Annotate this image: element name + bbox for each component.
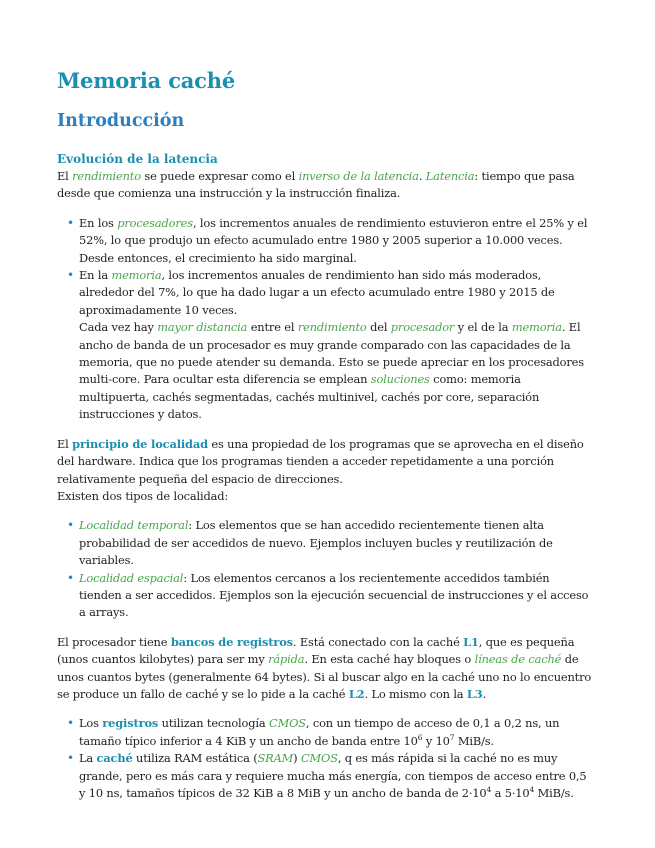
paragraph-cache: El procesador tiene bancos de registros. Está conectado con la caché L1, que es pequeña (unos cuantos kilobytes) para ser my rápida. En esta caché hay bloques o líneas de caché de unos cuantos bytes (generalmente 64 bytes). Si al buscar algo en la caché uno no lo encuentro se produce un fallo de caché y se lo pide a la caché L2. Lo mismo con la L3. [57, 634, 592, 701]
list-item: • Localidad espacial: Los elementos cercanos a los recientemente accedidos también tienden a ser accedidos. Ejemplos son la ejecución secuencial de instrucciones y el acceso a arrays. [79, 570, 593, 622]
list-locality [57, 517, 593, 621]
paragraph-latency: El rendimiento se puede expresar como el inverso de la latencia. Latencia: tiempo que pasa desde que comienza una instrucción y la instrucción finaliza. [57, 169, 575, 201]
list-item: • La caché utiliza RAM estática (SRAM) CMOS, q es más rápida si la caché no es muy grande, pero es más cara y requiere mucha más energía, con tiempos de acceso entre 0,5 y 10 ns, tamaños típicos de 32 KiB a 8 MiB y un ancho de banda de $2\cdot 10^4$ a $5\cdot 10^4$ MiB/s. [79, 750, 593, 802]
paragraph-locality: El principio de localidad es una propiedad de los programas que se aprovecha en el diseño del hardware. Indica que los programas tienden a acceder repetidamente a una porción relativamente pequeña del espacio de direcciones. Existen dos tipos de localidad: [57, 436, 584, 503]
subsection-heading: Evolución de la latencia [57, 152, 218, 166]
section-heading: Introducción [57, 111, 185, 131]
page-title: Memoria caché [57, 68, 236, 93]
list-item: • Localidad temporal: Los elementos que se han accedido recientemente tienen alta probabilidad de ser accedidos de nuevo. Ejemplos incluyen bucles y reutilización de variables. [79, 517, 593, 569]
list-item: • En la memoria, los incrementos anuales de rendimiento han sido más moderados, alrededor del 7%, lo que ha dado lugar a un efecto acumulado entre 1980 y 2015 de aproximadamente 10 veces. Cada vez hay mayor distancia entre el rendimiento del procesador y el de la memoria. El ancho de banda de un procesador es muy grande comparado con las capacidades de la memoria, que no puede atender su demanda. Esto se puede apreciar en los procesadores multi-core. Para ocultar esta diferencia se emplean soluciones como: memoria multipuerta, cachés segmentadas, cachés multinivel, cachés por core, separación instrucciones y datos. [79, 267, 593, 424]
list-evolution [57, 215, 593, 424]
list-item: • Los registros utilizan tecnología CMOS, con un tiempo de acceso de 0,1 a 0,2 ns, un tamaño típico inferior a 4 KiB y un ancho de banda entre $10^6$ y $10^7$ MiB/s. [79, 715, 593, 750]
list-memory-levels [57, 715, 593, 802]
list-item: • En los procesadores, los incrementos anuales de rendimiento estuvieron entre el 25% y el 52%, lo que produjo un efecto acumulado entre 1980 y 2005 superior a 10.000 veces. Desde entonces, el crecimiento ha sido marginal. [79, 215, 593, 267]
